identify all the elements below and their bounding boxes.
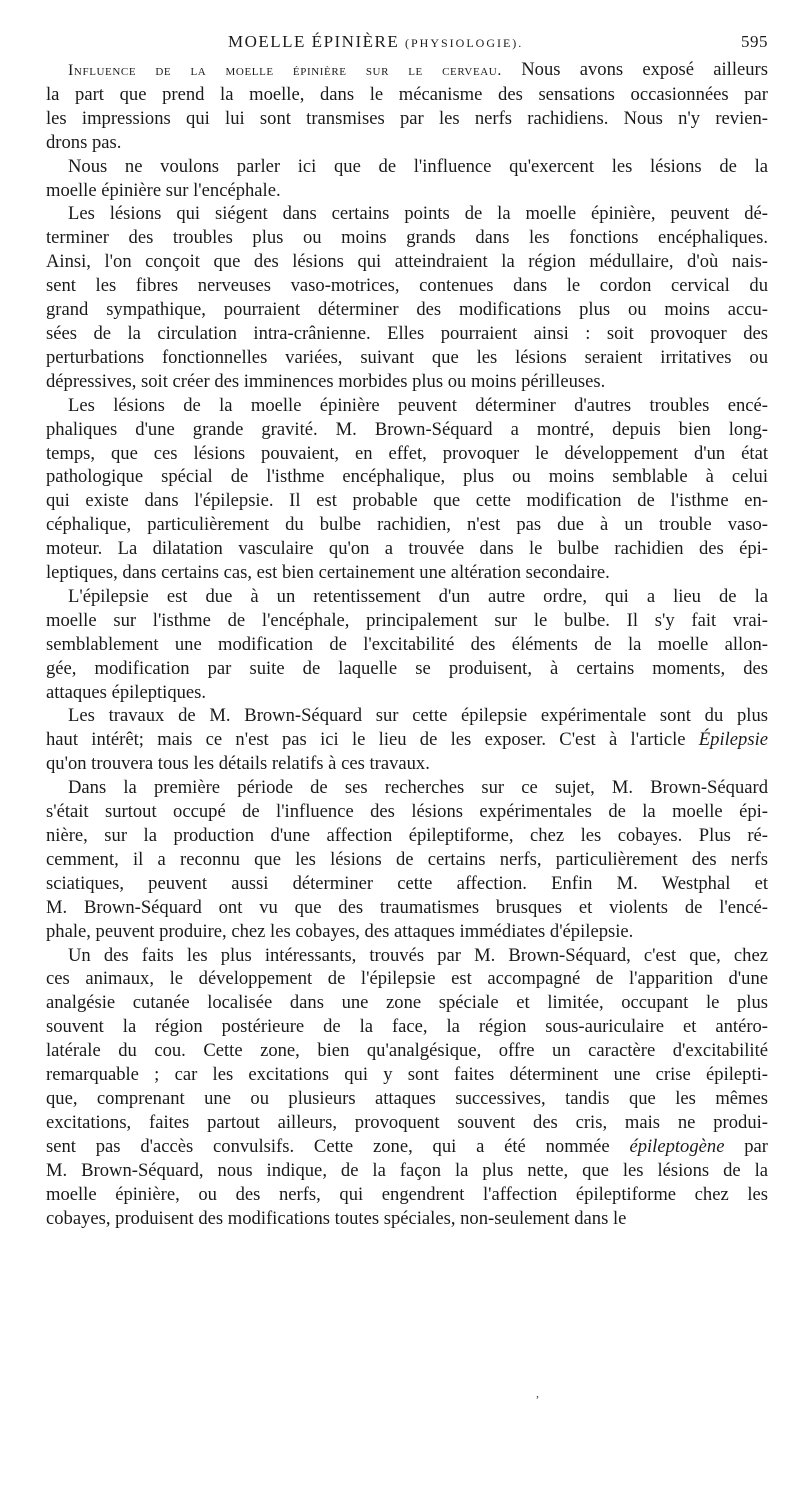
text-line: nière, sur la production d'une affection épileptiforme, chez les cobayes. Plus ré- [46, 825, 768, 846]
text-line: perturbations fonctionnelles variées, suivant que les lésions seraient irritatives ou [46, 346, 768, 368]
text-line: s'était surtout occupé de l'influence des lésions expérimentales de la moelle épi- [46, 801, 768, 823]
text-line: ces animaux, le développement de l'épilepsie est accompagné de l'apparition d'une [46, 968, 768, 990]
text-line: semblablement une modification de l'excitabilité des éléments de la moelle allon- [46, 633, 768, 655]
text-line: qui existe dans l'épilepsie. Il est probable que cette modification de l'isthme en- [46, 490, 768, 512]
text-line: pathologique spécial de l'isthme encéphalique, plus ou moins semblable à celui [46, 466, 768, 488]
text-line: haut intérêt; mais ce n'est pas ici le lieu de les exposer. C'est à l'article Épilepsie [46, 729, 768, 751]
text-line: grand sympathique, pourraient déterminer des modifications plus ou moins accu- [46, 299, 768, 321]
text-line [46, 58, 768, 83]
text-line: attaques épileptiques. [46, 681, 207, 703]
text-line: M. Brown-Séquard, nous indique, de la façon la plus nette, que les lésions de la [46, 1159, 768, 1181]
text-line: phaliques d'une grande gravité. M. Brown-Séquard a montré, depuis bien long- [46, 418, 768, 440]
text-line: sent les fibres nerveuses vaso-motrices, contenues dans le cordon cervical du [46, 275, 768, 297]
text-line: que, comprenant une ou plusieurs attaques successives, tandis que les mêmes [46, 1087, 768, 1109]
text-line: drons pas. [46, 131, 122, 153]
stray-mark: , [536, 1386, 539, 1400]
running-title-section: (PHYSIOLOGIE). [404, 36, 524, 50]
text-line: moelle épinière, ou des nerfs, qui engendrent l'affection épileptiforme chez les [46, 1183, 768, 1205]
text-line: latérale du cou. Cette zone, bien qu'analgésique, offre un caractère d'excitabilité [46, 1040, 768, 1062]
text-line: Dans la première période de ses recherches sur ce sujet, M. Brown-Séquard [68, 777, 768, 799]
running-title [228, 32, 523, 52]
text-line: sées de la circulation intra-crânienne. Elles pourraient ainsi : soit provoquer des [46, 322, 768, 344]
text-line: temps, que ces lésions pouvaient, en effet, provoquer le développement d'un état [46, 442, 768, 464]
paragraph [46, 394, 768, 585]
text-line: L'épilepsie est due à un retentissement d'un autre ordre, qui a lieu de la [68, 585, 768, 607]
text-line: moelle épinière sur l'encéphale. [46, 179, 281, 201]
text-line: Les lésions de la moelle épinière peuvent déterminer d'autres troubles encé- [68, 394, 768, 416]
text-line: la part que prend la moelle, dans le mécanisme des sensations occasionnées par [46, 83, 768, 105]
text-line: gée, modification par suite de laquelle se produisent, à certains moments, des [46, 657, 768, 679]
text-line: dépressives, soit créer des imminences morbides plus ou moins périlleuses. [46, 370, 606, 392]
text-line: Ainsi, l'on conçoit que des lésions qui atteindraient la région médullaire, d'où nais- [46, 251, 768, 273]
body-text [46, 58, 768, 1230]
text-line: les impressions qui lui sont transmises par les nerfs rachidiens. Nous n'y revien- [46, 107, 768, 129]
paragraph [46, 58, 768, 155]
paragraph [46, 202, 768, 393]
text-line: céphalique, particulièrement du bulbe rachidien, n'est pas due à un trouble vaso- [46, 514, 768, 536]
text-line: souvent la région postérieure de la face, la région sous-auriculaire et antéro- [46, 1016, 768, 1038]
text-line-rest: Nous avons exposé ailleurs [521, 59, 768, 80]
text-line: phale, peuvent produire, chez les cobayes, des attaques immédiates d'épilepsie. [46, 920, 634, 942]
running-title-main: MOELLE ÉPINIÈRE [228, 32, 400, 51]
text-line: analgésie cutanée localisée dans une zone spéciale et limitée, occupant le plus [46, 992, 768, 1014]
text-line: qu'on trouvera tous les détails relatifs à ces travaux. [46, 753, 430, 775]
text-line: terminer des troubles plus ou moins grands dans les fonctions encéphaliques. [46, 227, 768, 249]
page [46, 28, 768, 1230]
text-line: cobayes, produisent des modifications toutes spéciales, non-seulement dans le [46, 1207, 627, 1229]
paragraph [46, 776, 768, 943]
text-line: Les lésions qui siégent dans certains points de la moelle épinière, peuvent dé- [68, 203, 768, 225]
text-line: Nous ne voulons parler ici que de l'influence qu'exercent les lésions de la [68, 155, 768, 177]
text-line: leptiques, dans certains cas, est bien certainement une altération secondaire. [46, 562, 610, 584]
text-line: sciatiques, peuvent aussi déterminer cette affection. Enfin M. Westphal et [46, 872, 768, 894]
text-line: moelle sur l'isthme de l'encéphale, principalement sur le bulbe. Il s'y fait vrai- [46, 609, 768, 631]
text-line: excitations, faites partout ailleurs, provoquent souvent des cris, mais ne produi- [46, 1111, 768, 1133]
running-head [46, 28, 768, 58]
text-line: remarquable ; car les excitations qui y sont faites déterminent une crise épilepti- [46, 1064, 768, 1086]
text-line: Les travaux de M. Brown-Séquard sur cette épilepsie expérimentale sont du plus [68, 705, 768, 727]
text-line: sent pas d'accès convulsifs. Cette zone, qui a été nommée épileptogène par [46, 1135, 768, 1157]
paragraph [46, 944, 768, 1231]
page-number: 595 [741, 32, 768, 51]
text-line: cemment, il a reconnu que les lésions de certains nerfs, particulièrement des nerfs [46, 848, 768, 870]
paragraph [46, 585, 768, 705]
text-line: Un des faits les plus intéressants, trouvés par M. Brown-Séquard, c'est que, chez [68, 944, 768, 966]
text-line: moteur. La dilatation vasculaire qu'on a trouvée dans le bulbe rachidien des épi- [46, 538, 768, 560]
paragraph [46, 155, 768, 203]
section-lead: Influence de la moelle épinière sur le cerveau. [68, 62, 502, 79]
paragraph [46, 704, 768, 776]
text-line: M. Brown-Séquard ont vu que des traumatismes brusques et violents de l'encé- [46, 896, 768, 918]
